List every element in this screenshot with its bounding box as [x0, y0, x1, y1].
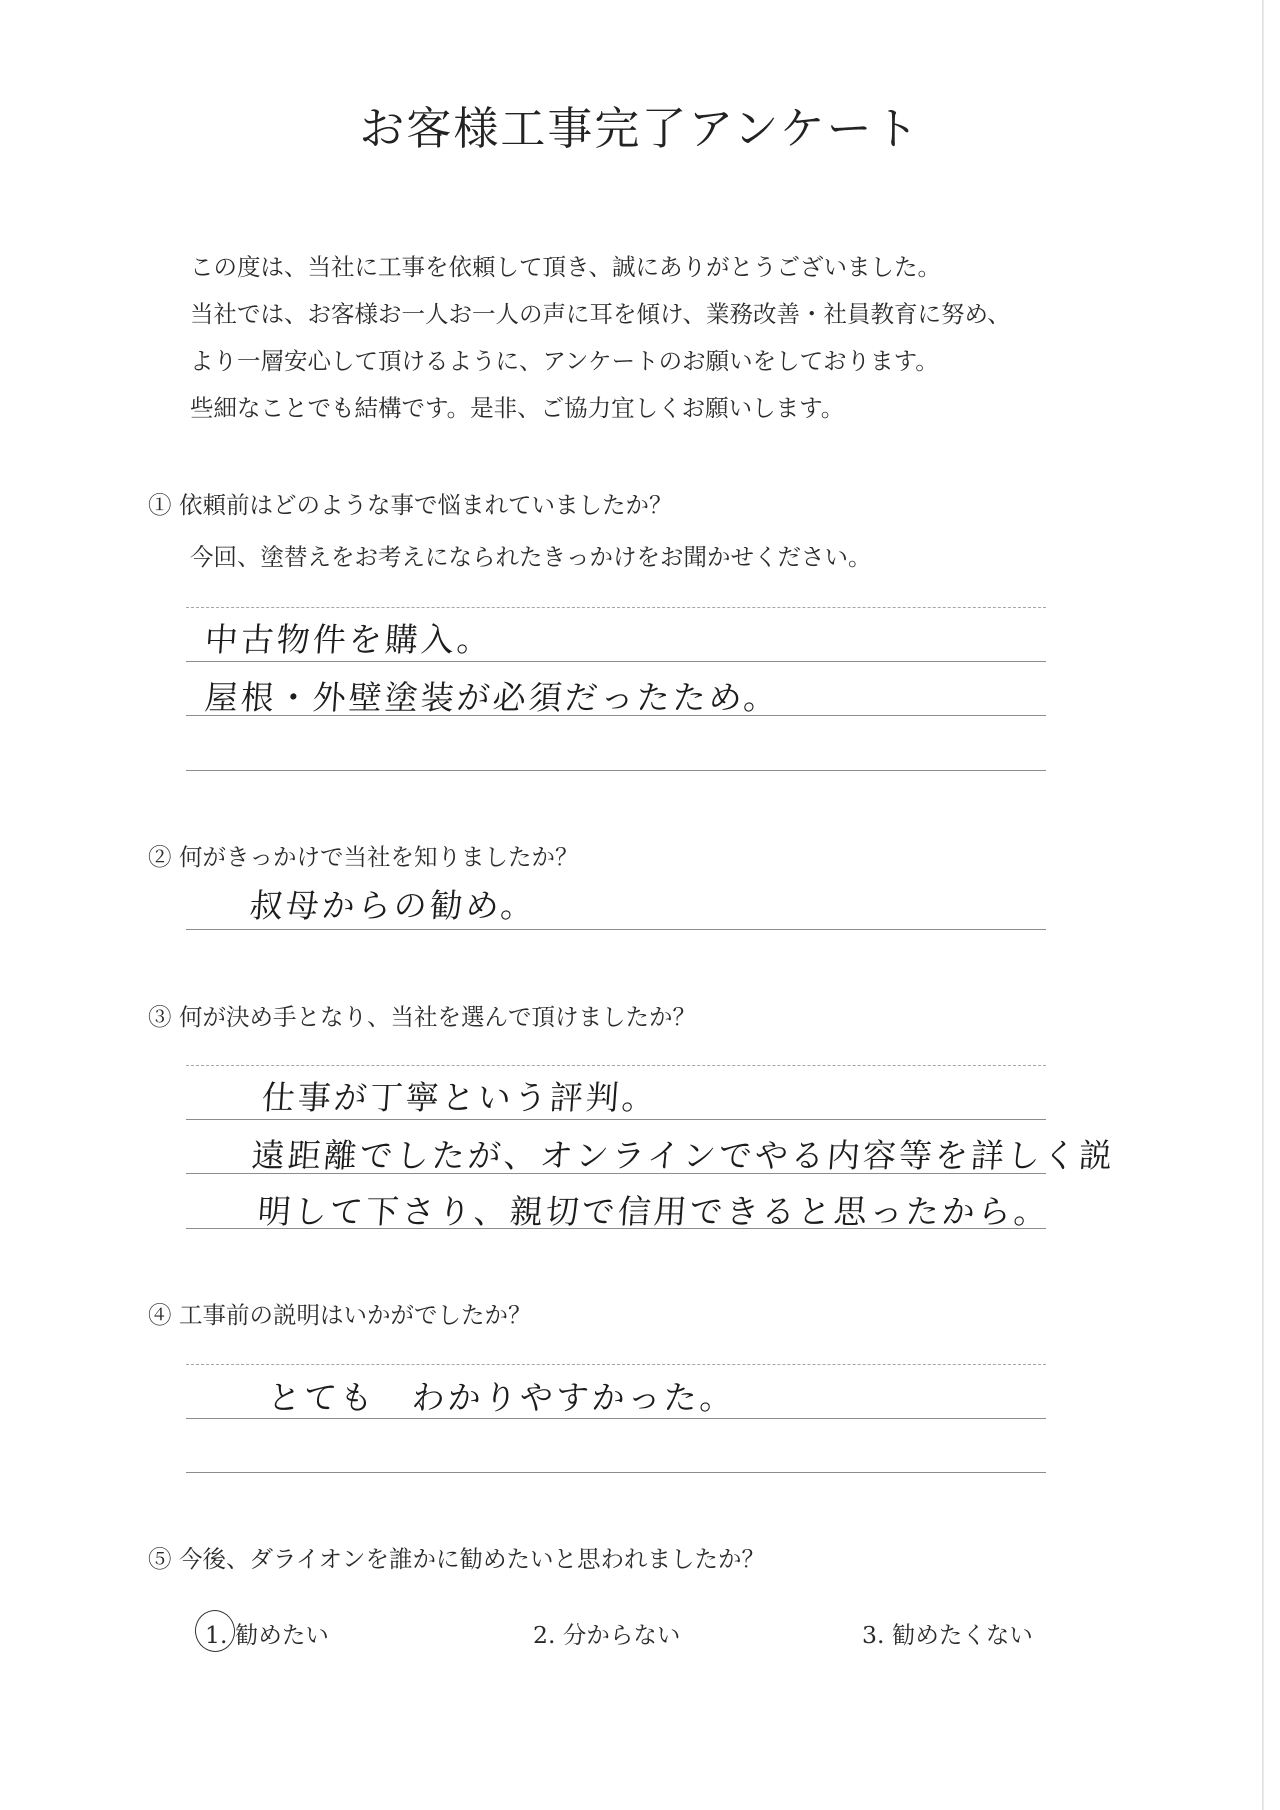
question-3-answer-1: 仕事が丁寧という評判。 — [260, 1078, 660, 1117]
answer-line — [186, 1418, 1046, 1419]
intro-line-2: 当社では、お客様お一人お一人の声に耳を傾け、業務改善・社員教育に努め、 — [190, 300, 1011, 328]
question-2-answer-1: 叔母からの勧め。 — [248, 886, 538, 925]
page-title: お客様工事完了アンケート — [359, 102, 921, 155]
scan-edge-line — [1262, 0, 1264, 1810]
answer-line — [186, 1065, 1046, 1066]
intro-line-3: より一層安心して頂けるように、アンケートのお願いをしております。 — [190, 347, 939, 375]
answer-line — [186, 1119, 1046, 1120]
intro-line-1: この度は、当社に工事を依頼して頂き、誠にありがとうございました。 — [190, 253, 942, 281]
answer-line — [186, 1228, 1046, 1229]
choice-unsure[interactable]: 2. 分からない — [533, 1621, 681, 1649]
question-2-label: ② 何がきっかけで当社を知りましたか？ — [148, 843, 579, 871]
question-1-answer-2: 屋根・外壁塗装が必須だったため。 — [203, 678, 781, 717]
choice-recommend[interactable]: 1. 勧めたい — [205, 1621, 329, 1649]
question-1-sub: 今回、塗替えをお考えになられたきっかけをお聞かせください。 — [190, 543, 872, 571]
answer-line — [186, 1364, 1046, 1365]
question-3-answer-3: 明して下さり、親切で信用できると思ったから。 — [256, 1192, 1052, 1231]
question-4-label: ④ 工事前の説明はいかがでしたか？ — [148, 1301, 532, 1329]
answer-line — [186, 1472, 1046, 1473]
question-5-label: ⑤ 今後、ダライオンを誰かに勧めたいと思われましたか？ — [148, 1545, 766, 1573]
question-4-answer-1: とても わかりやすかった。 — [266, 1378, 738, 1417]
answer-line — [186, 607, 1046, 608]
question-1-answer-1: 中古物件を購入。 — [203, 620, 495, 659]
intro-text — [190, 244, 1110, 432]
answer-line — [186, 661, 1046, 662]
answer-line — [186, 929, 1046, 930]
choice-not-recommend[interactable]: 3. 勧めたくない — [862, 1621, 1033, 1649]
answer-line — [186, 1173, 1046, 1174]
intro-line-4: 些細なことでも結構です。是非、ご協力宜しくお願いします。 — [190, 394, 845, 422]
answer-line — [186, 770, 1046, 771]
question-3-answer-2: 遠距離でしたが、オンラインでやる内容等を詳しく説 — [250, 1136, 1117, 1175]
question-1-label: ① 依頼前はどのような事で悩まれていましたか？ — [148, 491, 673, 519]
question-3-label: ③ 何が決め手となり、当社を選んで頂けましたか？ — [148, 1003, 696, 1031]
answer-line — [186, 715, 1046, 716]
